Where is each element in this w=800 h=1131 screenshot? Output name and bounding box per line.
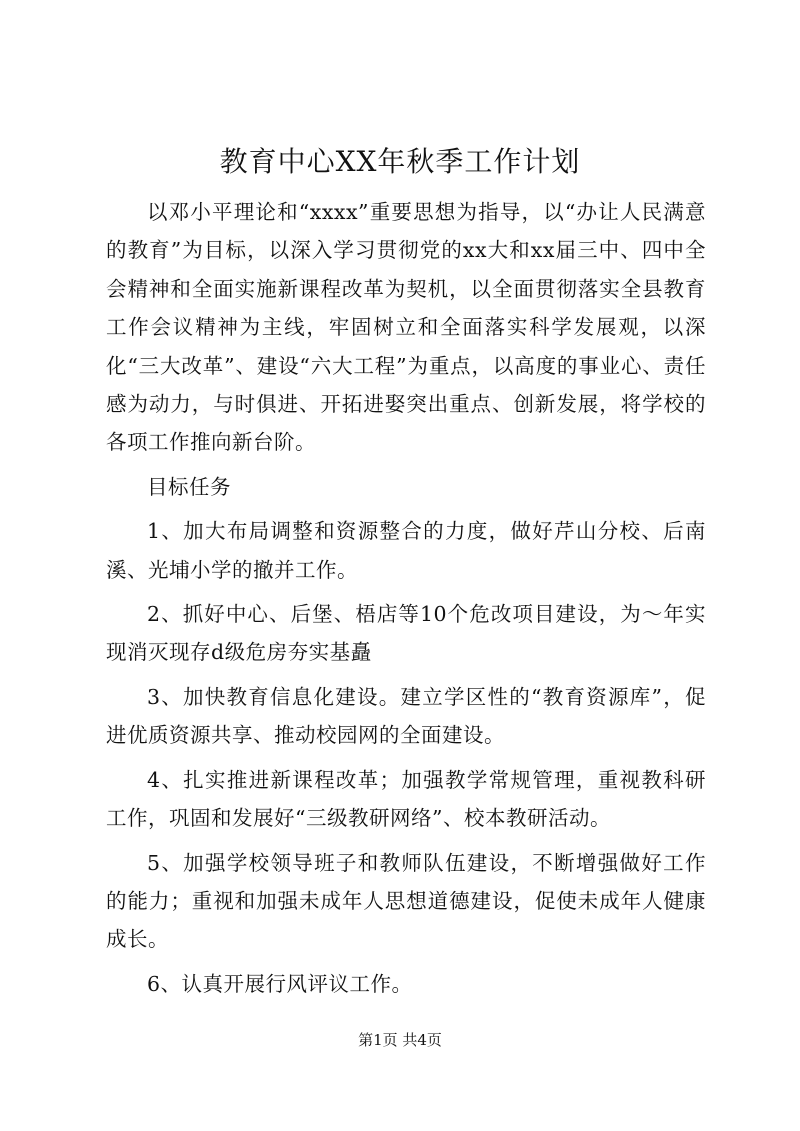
section-heading-goals: 目标任务: [147, 474, 231, 499]
document-body: [106, 193, 706, 1003]
paragraph-item-6: 6、认真开展行风评议工作。: [147, 971, 413, 996]
page-number-footer: 第1页 共4页: [358, 1031, 442, 1049]
paragraph-intro: 以邓小平理论和“xxxx”重要思想为指导，以“办让人民满意的教育”为目标，以深入学习贯彻党的xx大和xx届三中、四中全会精神和全面实施新课程改革为契机，以全面贯彻落实全县教育工作会议精神为主线，牢固树立和全面落实科学发展观，以深化“三大改革”、建设“六大工程”为重点，以高度的事业心、责任感为动力，与时俱进、开拓进娶突出重点、创新发展，将学校的各项工作推向新台阶。: [106, 200, 706, 455]
paragraph-item-3: 3、加快教育信息化建设。建立学区性的“教育资源库”，促进优质资源共享、推动校园网的全面建设。: [106, 684, 706, 748]
paragraph-item-4: 4、扎实推进新课程改革；加强教学常规管理，重视教科研工作，巩固和发展好“三级教研网络”、校本教研活动。: [106, 767, 706, 831]
paragraph-item-2: 2、抓好中心、后堡、梧店等10个危改项目建设，为～年实现消灭现存d级危房夯实基矗: [106, 602, 706, 665]
paragraph-item-1: 1、加大布局调整和资源整合的力度，做好芹山分校、后南溪、光埔小学的撤并工作。: [106, 519, 706, 582]
document-title: 教育中心XX年秋季工作计划: [219, 145, 581, 178]
paragraph-item-5: 5、加强学校领导班子和教师队伍建设，不断增强做好工作的能力；重视和加强未成年人思想道德建设，促使未成年人健康成长。: [106, 850, 706, 952]
